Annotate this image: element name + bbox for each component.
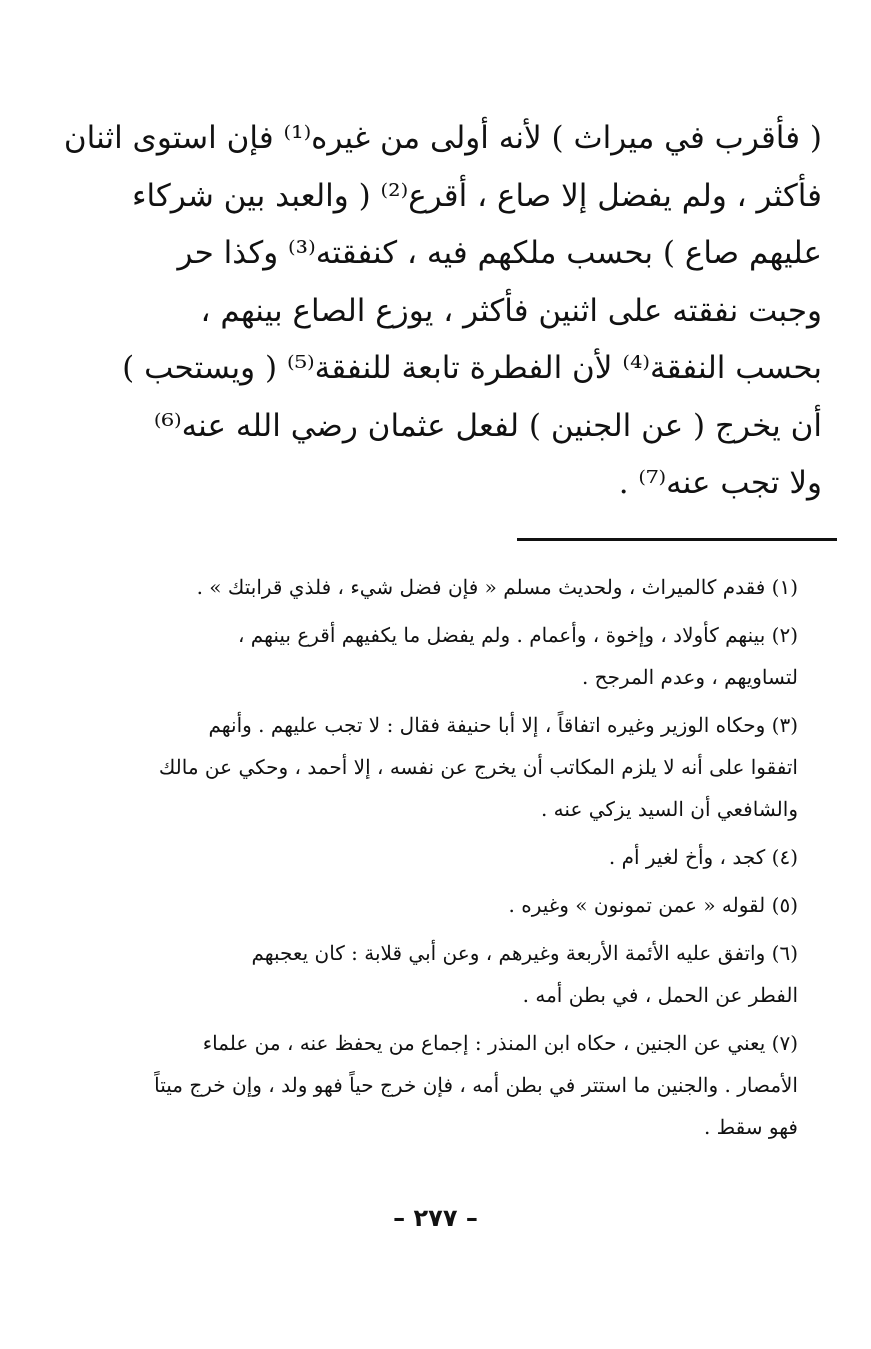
footnote-6 bbox=[98, 932, 798, 1016]
page-number: – ٢٧٧ – bbox=[393, 1204, 478, 1232]
footnote-line: (٣) وحكاه الوزير وغيره اتفاقاً ، إلا أبا حنيفة فقال : لا تجب عليهم . وأنهم bbox=[208, 713, 798, 737]
footnote-5 bbox=[98, 884, 798, 926]
footnote-line: (٢) بينهم كأولاد ، وإخوة ، وأعمام . ولم يفضل ما يكفيهم أقرع بينهم ، bbox=[237, 623, 798, 647]
footnote-line: اتفقوا على أنه لا يلزم المكاتب أن يخرج عن نفسه ، إلا أحمد ، وحكي عن مالك bbox=[158, 755, 798, 779]
main-text-line: بحسب النفقة⁽⁴⁾ لأن الفطرة تابعة للنفقة⁽⁵⁾ ( ويستحب ) bbox=[122, 350, 822, 386]
main-text bbox=[63, 110, 822, 513]
footnotes bbox=[98, 566, 798, 1154]
footnote-4 bbox=[98, 836, 798, 878]
footnote-separator bbox=[517, 538, 837, 541]
main-text-line: وجبت نفقته على اثنين فأكثر ، يوزع الصاع بينهم ، bbox=[200, 292, 822, 329]
footnote-line: (١) فقدم كالميراث ، ولحديث مسلم « فإن فضل شيء ، فلذي قرابتك » . bbox=[196, 575, 798, 599]
footnote-line: (٤) كجد ، وأخ لغير أم . bbox=[608, 845, 798, 869]
footnote-line: فهو سقط . bbox=[703, 1115, 798, 1139]
footnote-line: (٥) لقوله « عمن تمونون » وغيره . bbox=[508, 893, 798, 917]
footnote-line: والشافعي أن السيد يزكي عنه . bbox=[540, 797, 798, 821]
main-text-line: ولا تجب عنه⁽⁷⁾ . bbox=[618, 465, 822, 501]
footnote-1 bbox=[98, 566, 798, 608]
footnote-line: (٦) واتفق عليه الأئمة الأربعة وغيرهم ، وعن أبي قلابة : كان يعجبهم bbox=[251, 941, 798, 965]
main-text-line: ( فأقرب في ميراث ) لأنه أولى من غيره⁽¹⁾ فإن استوى اثنان bbox=[63, 120, 822, 156]
footnote-2 bbox=[98, 614, 798, 698]
footnote-line: لتساويهم ، وعدم المرجح . bbox=[581, 665, 798, 689]
footnote-7 bbox=[98, 1022, 798, 1148]
footnote-line: الفطر عن الحمل ، في بطن أمه . bbox=[522, 983, 798, 1007]
main-text-line: أن يخرج ( عن الجنين ) لفعل عثمان رضي الله عنه⁽⁶⁾ bbox=[153, 407, 822, 444]
footnote-3 bbox=[98, 704, 798, 830]
footnote-line: الأمصار . والجنين ما استتر في بطن أمه ، فإن خرج حياً فهو ولد ، وإن خرج ميتاً bbox=[154, 1073, 798, 1097]
main-text-line: فأكثر ، ولم يفضل إلا صاع ، أقرع⁽²⁾ ( والعبد بين شركاء bbox=[131, 177, 822, 214]
main-text-line: عليهم صاع ) بحسب ملكهم فيه ، كنفقته⁽³⁾ وكذا حر bbox=[177, 235, 822, 271]
footnote-line: (٧) يعني عن الجنين ، حكاه ابن المنذر : إجماع من يحفظ عنه ، من علماء bbox=[202, 1031, 798, 1055]
